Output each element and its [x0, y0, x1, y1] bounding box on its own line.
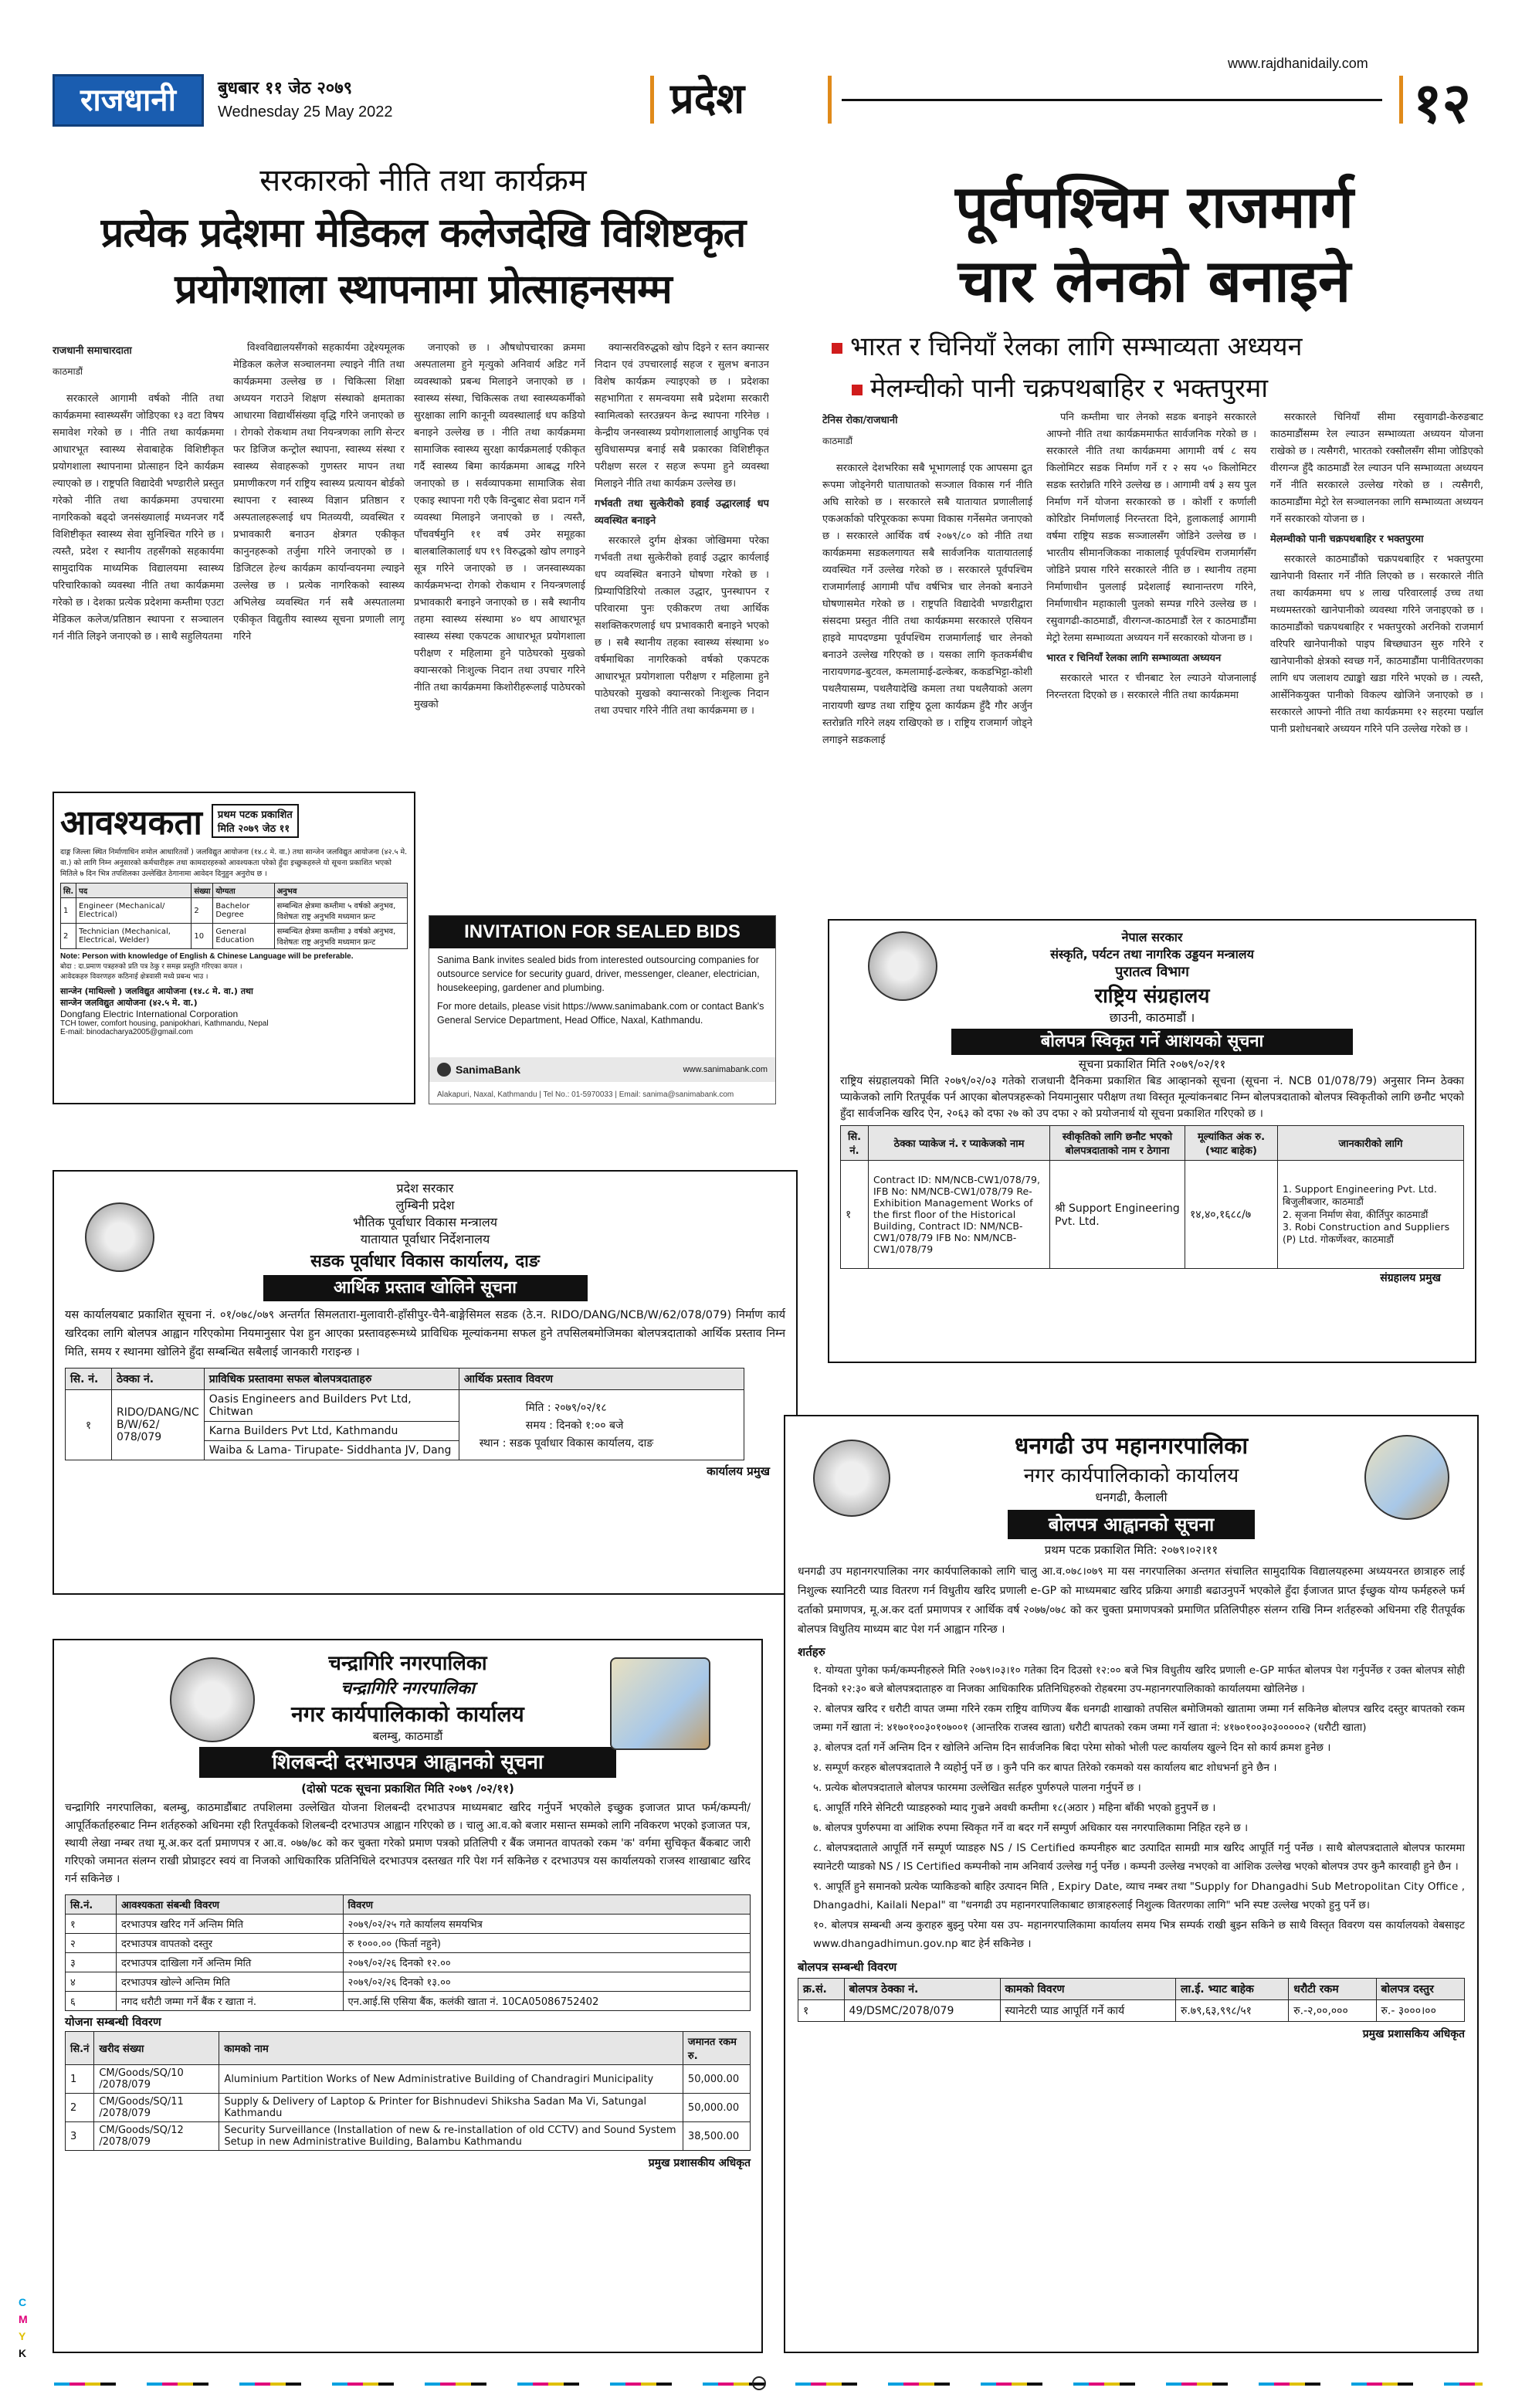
- dhangadhi-intro: धनगढी उप महानगरपालिका नगर कार्यपालिकाको लागि चालु आ.व.०७८।०७९ मा यस नगरपालिका अन्तगत संचालित सामुदायिक विद्यालयहरुमा अध्ययनरत छात्राहरु लाई निशुल्क स्यानिटरी प्याड वितरण गर्न विधुतीय खरिद प्रणाली e-GP को माध्यमबाट खरिद प्रक्रिया अगाडी बढाउनुपर्ने भएकोले हुँदा ईजाजत प्राप्त ईच्छुक योग्य फर्महरुले फर्म दर्ताको प्रमाणपत्र, मू.अ.कर दर्ता प्रमाणपत्र र आर्थिक वर्ष २०७७/०७८ को कर चुक्ता प्रमाणपत्रको प्रमाणित प्रतिलिपीहरु संलग्न राखि निम्न शर्तहरुको अधिनमा रहि रीतपूर्वक बोलपत्र विधुतिय माध्यम बाट पेश गर्न आह्वान गरिन्छ ।: [798, 1565, 1465, 1636]
- condition-item: १०. बोलपत्र सम्बन्धी अन्य कुराहरु बुझ्नु परेमा यस उप- महानगरपालिकामा कार्यालय समय भित्र सम्पर्क राखी बुझ्न सकिने छ साथै विस्तृत विवरण यस कार्यालयको वेबसाइट www.dhangadhimun.gov.np बाट हेर्न सकिनेछ ।: [813, 1919, 1465, 1950]
- table-cell: CM/Goods/SQ/10 /2078/079: [94, 2065, 219, 2094]
- table-cell: रु.७९,६३,९९८/५१: [1175, 2000, 1288, 2022]
- ad-chandragiri: [53, 1639, 763, 2353]
- cmyk-c: C: [19, 2296, 27, 2308]
- page-number: १२: [1413, 70, 1471, 135]
- table-header-cell: सि.: [61, 883, 76, 898]
- article2-bullet-1: [832, 327, 1486, 363]
- ad-museum: [828, 919, 1476, 1363]
- dhangadhi-table-title: बोलपत्र सम्बन्धी विवरण: [798, 1960, 897, 1974]
- museum-line-2: संस्कृति, पर्यटन तथा नागरिक उड्डयन मन्त्रालय: [1050, 947, 1254, 962]
- table-row: [66, 1915, 751, 1934]
- table-cell: 3: [66, 2122, 94, 2151]
- sanima-footer: Alakapuri, Naxal, Kathmandu | Tel No.: 01-5970033 | Email: sanima@sanimabank.com: [437, 1090, 734, 1099]
- ad-table: [60, 883, 408, 949]
- table-row: [66, 1992, 751, 2011]
- cmyk-marks: [19, 2294, 34, 2362]
- table-header-cell: कामको विवरण: [1000, 1979, 1175, 2000]
- cell: Contract ID: NM/NCB-CW1/078/79, IFB No: NM/NCB-CW1/078/79 Re-Exhibition Management Works of the first floor of the Historical Building, Contract ID: NM/NCB-CW1/078/79 IFB No: NM/NCB-CW1/078/79: [869, 1161, 1050, 1269]
- table-header-cell: आर्थिक प्रस्ताव विवरण: [459, 1368, 744, 1390]
- article-column-4: [595, 340, 769, 803]
- table-header-cell: जमानत रकम रु.: [683, 2032, 750, 2065]
- table-row: [66, 1972, 751, 1992]
- condition-item: १. योग्यता पुगेका फर्म/कम्पनीहरुले मिति २०७९।०३।१० गतेका दिन दिउसो १२:०० बजे भित्र विधुतीय खरिद प्रणाली e-GP मार्फत बोलपत्र पेश गर्नुपर्नेछ र उक्त बोलपत्र सोही दिनको १२:३० बजे बोलपत्रदाताहरु वा निजका आधिकारिक प्रतिनिधिहरुको रोहबरमा उप-महानगरपालिकाको कार्यालयमा खोलिनेछ ।: [813, 1664, 1465, 1695]
- table-row: [66, 1934, 751, 1953]
- article2-headline-2: चार लेनको बनाइने: [958, 246, 1351, 315]
- condition-item: ३. बोलपत्र दर्ता गर्ने अन्तिम दिन र खोलिने अन्तिम दिन सार्वजनिक बिदा परेमा सोको भोली पल्ट कार्यालय खुल्ने दिन सो कार्य क्रमश हुनेछ ।: [813, 1742, 1331, 1754]
- chandragiri-body: चन्द्रागिरि नगरपालिका, बलम्बु, काठमाडौंबाट तपशिलमा उल्लेखित योजना शिलबन्दी दरभाउपत्र माध्यमबाट खरिद गर्नुपर्ने भएकोले इच्छुक इजाजत प्राप्त फर्म/कम्पनी/आपूर्तिकर्ताहरुबाट निम्न शर्तहरुको अधिनमा रही रितपूर्वकको शिलबन्दी दरभाउपत्र आह्वान गरिएको छ । चालु आ.व.को बजार मसान्त सम्मको लागि नविकरण भएको इजाजत पत्र, स्थायी लेखा नम्बर तथा मू.अ.कर दर्ता प्रमाणपत्र र आ.व. ०७७/७८ को कर चुक्ता गरेको प्रमाण पत्रको प्रतिलिपी र बैंक जमानत वापतको रकम 'क' वर्गमा सुचिकृत बैंकबाट जारी गरिएको जमानत संलग्न राखी प्रोप्राइटर स्वयं वा निजको आधिकारिक प्रतिनिधिले दरभाउपत्र दस्तखत गरि पेश गर्न सकिनेछ र दरभाउपत्र यस कार्यालयको राजस्व शाखाबाट खरिद गर्न सकिनेछ ।: [65, 1802, 751, 1885]
- cmyk-k: K: [19, 2347, 27, 2359]
- table-cell: रु.-२,००,०००: [1289, 2000, 1376, 2022]
- condition-item: ६. आपूर्ति गरिने सेनिटरी प्याडहरुको म्याद गुज्रने अवधी कम्तीमा १८(अठार ) महिना बाँकी भएको हुनुपर्ने छ ।: [813, 1802, 1216, 1814]
- detail-line: मिति : २०७९/०२/१८: [525, 1401, 607, 1414]
- table-cell: CM/Goods/SQ/11 /2078/079: [94, 2094, 219, 2122]
- table-header-cell: बोलपत्र दस्तुर: [1376, 1979, 1464, 2000]
- cell: श्री Support Engineering Pvt. Ltd.: [1050, 1161, 1185, 1269]
- sanima-more: For more details, please visit https://www.sanimabank.com or contact Bank's General Service Department, Head Office, Naxal, Kathmandu.: [437, 1001, 764, 1026]
- table-header-cell: बोलपत्र ठेक्का नं.: [844, 1979, 1000, 2000]
- table-cell: दरभाउपत्र दाखिला गर्ने अन्तिम मिति: [116, 1953, 343, 1972]
- table-header-cell: क्र.सं.: [798, 1979, 845, 2000]
- table-cell: २०७९/०२/२६ दिनको १२.००: [343, 1953, 751, 1972]
- ad-company: Dongfang Electric International Corporation: [60, 1009, 239, 1019]
- table-row: [66, 2065, 751, 2094]
- sanima-logo-icon: [437, 1063, 451, 1077]
- registration-mark-icon: [752, 2376, 766, 2390]
- bidder-line: Oasis Engineers and Builders Pvt Ltd, Chitwan: [205, 1390, 459, 1422]
- masthead: [0, 0, 1532, 139]
- article-column-2: [233, 340, 405, 803]
- table-row: [66, 2094, 751, 2122]
- museum-line-3: पुरातत्व विभाग: [1115, 964, 1189, 980]
- table-header-cell: संख्या: [192, 883, 213, 898]
- dhangadhi-table: [798, 1978, 1465, 2022]
- chandragiri-line-1b: चन्द्रागिरि नगरपालिका: [341, 1679, 475, 1698]
- article2-column-2: [1046, 409, 1256, 904]
- condition-item: ९. आपूर्ति हुने समानको प्रत्येक प्याकिङको बाहिर उत्पादन मिति , Expiry Date, व्याच नम्बर तथा "Supply for Dhangadhi Sub Metropolitan City Office , Dhangadhi, Kailali Nepal" वा "धनगढी उप महानगरपालिकाबाट छात्राहरुलाई निशुल्क वितरणका लागि" भनि स्पष्ट उल्लेख भएको हुनु पर्ने छ।: [813, 1881, 1465, 1911]
- masthead-date-en: Wednesday 25 May 2022: [218, 103, 393, 120]
- table-cell: 49/DSMC/2078/079: [844, 2000, 1000, 2022]
- condition-item: ४. सम्पूर्ण करहरु बोलपत्रदाताले नै व्यहोर्नु पर्ने छ । कुनै पनि कर बापत तिरेको रकमको यस कार्यालय बाट शोधभर्ना हुने छैन ।: [813, 1762, 1277, 1774]
- ad-contact-1: सान्जेन (माथिल्लो ) जलविद्युत आयोजना (१४.८ मे. वा.) तथा: [60, 986, 253, 996]
- table-header-cell: जानकारीको लागि: [1278, 1126, 1464, 1161]
- chandragiri-table-2-title: योजना सम्बन्धी विवरण: [65, 2015, 161, 2029]
- museum-table: [840, 1125, 1464, 1269]
- table-cell: 2: [66, 2094, 94, 2122]
- ad-tag: [212, 804, 299, 838]
- tag-line: प्रथम पटक प्रकाशित: [217, 809, 293, 821]
- ad-aawasyakata: [53, 792, 415, 1104]
- table-cell: 50,000.00: [683, 2094, 750, 2122]
- table-cell: Aluminium Partition Works of New Administrative Building of Chandragiri Municipality: [219, 2065, 683, 2094]
- table-cell: ४: [66, 1972, 117, 1992]
- byline-place: काठमाडौं: [53, 366, 83, 377]
- table-cell: दरभाउपत्र खरिद गर्ने अन्तिम मिति: [116, 1915, 343, 1934]
- dang-notice-bar: आर्थिक प्रस्ताव खोलिने सूचना: [263, 1275, 588, 1301]
- table-cell: 1: [61, 898, 76, 924]
- table-cell: 10: [192, 924, 213, 949]
- info-line: 3. Robi Construction and Suppliers (P) Ltd. गोकर्णेश्वर, काठमाडौं: [1283, 1221, 1450, 1245]
- ad-note: Note: Person with knowledge of English & Chinese Language will be preferable.: [60, 952, 354, 961]
- museum-notice-bar: बोलपत्र स्विकृत गर्ने आशयको सूचना: [951, 1029, 1353, 1055]
- tag-line: मिति २०७९ जेठ ११: [217, 823, 290, 835]
- byline: राजधानी समाचारदाता: [53, 345, 132, 357]
- condition-item: ८. बोलपत्रदाताले आपूर्ति गर्ने सम्पूर्ण प्याडहरु NS / IS Certified कम्पनीहरु बाट उत्पादित सामग्री मात्र खरिद आपूर्ति गर्नु पर्नेछ । साथै बोलपत्रदाताले बोलपत्र फारममा स्यानेटरी प्याडको NS / IS Certified कम्पनीको नाम अनिवार्य उल्लेख गर्नु पर्नेछ । कम्पनी उल्लेख नभएको वा आंशिक उल्लेख भएको बोलपत्र उपर कुनै कारवाही हुने छैन ।: [813, 1842, 1465, 1873]
- cell: RIDO/DANG/NC B/W/62/ 078/079: [112, 1390, 205, 1460]
- column-text: सरकारले काठमाडौंको चक्रपथबाहिर र भक्तपुरमा खानेपानी विस्तार गर्ने नीति लिएको छ । सरकारले नीति तथा कार्यक्रममा धप ४ लाख परिवारलाई उच्च तथा मध्यमस्तरको खानेपानीको व्यवस्था गरिने जनाइएको छ । काठमाडौंको चक्रपथबाहिर र भक्तपुरको अरनिको राजमार्ग वरिपरि खानेपानीको पाइप बिच्छ्याउन सुरु गरिने र खानेपानीको क्षेत्रको स्वच्छ गर्ने, काठमाडौंमा पानीवितरणका लागि धप जलाशय ट्याङ्को खडा गरिने भएको छ । त्यस्तै, आर्सेनिकयुक्त पानीको विकल्प खोजिने जनाएको छ । सरकारले आफ्नो नीति तथा कार्यक्रममा १२ सहरमा पर्खाल पानी प्रशोधनबारे अध्ययन गरिने पनि उल्लेख गरेको छ ।: [1270, 554, 1483, 735]
- masthead-logo: [53, 74, 204, 127]
- column-text: सरकारले चिनियाँ सीमा रसुवागढी-केरुङबाट काठमाडौंसम्म रेल ल्याउन सम्भाव्यता अध्ययन योजना राखेको छ । त्यसैगरी, भारतको रक्सौलसँग सीमा जोडिएको वीरगन्ज हुँदै काठमाडौं रेल ल्याउन पनि सम्भाव्यता अध्ययन गर्ने नीति सरकारले उल्लेख गरेको छ । त्यसैगरी, काठमाडौंमा मेट्रो रेल सञ्चालनका लागि सम्भाव्यता अध्ययन गर्ने सरकारको योजना छ ।: [1270, 412, 1483, 525]
- table-header-cell: सि. नं.: [66, 1368, 112, 1390]
- masthead-url[interactable]: www.rajdhanidaily.com: [1228, 56, 1368, 71]
- condition-list: [798, 1661, 1465, 1953]
- table-row: [61, 898, 408, 924]
- table-cell: सम्बन्धित क्षेत्रमा कम्तीमा ५ वर्षको अनुभव, विशेषतः राष्ट्र अनुभवि मध्यमान फ्रन्ट: [274, 898, 407, 924]
- cell: १: [66, 1390, 112, 1460]
- column-text: सरकारले दुर्गम क्षेत्रका जोखिममा परेका गर्भवती तथा सुत्केरीको हवाई उद्धार कार्यलाई धप व्यवस्थित बनाउने घोषणा गरेको छ । प्रिम्यापिडिरियो तत्काल उद्धार, पुनस्थापन र परिवारमा पुनः एकीकरण तथा आर्थिक सशक्तिकरणलाई धप प्रभावकारी बनाइने भएको छ । सबै स्थानीय तहका स्वास्थ्य संस्थामा ४० वर्षमाथिका नागरिकको वर्षको एकपटक आधारभूत प्रयोगशाला परीक्षण र महिलामा हुने पाठेघरको मुखको क्यान्सरको निःशुल्क निदान तथा उपचार गरिने नीति तथा कार्यक्रममा छ ।: [595, 535, 769, 717]
- table-cell: रु.- ३०००।००: [1376, 2000, 1464, 2022]
- table-cell: Bachelor Degree: [213, 898, 274, 924]
- table-header-cell: विवरण: [343, 1895, 751, 1915]
- table-cell: Security Surveillance (Installation of new & re-installation of old CCTV) and Sound System Setup in new Administrative Building, Balambu Kathmandu: [219, 2122, 683, 2151]
- table-row: [66, 2122, 751, 2151]
- govt-emblem-icon: [170, 1657, 255, 1742]
- table-cell: ३: [66, 1953, 117, 1972]
- ad-title: आवश्यकता: [60, 803, 202, 843]
- museum-pub-date: सूचना प्रकाशित मिति २०७९/०२/११: [1078, 1057, 1226, 1071]
- table-cell: २०७९/०२/२६ दिनको १३.००: [343, 1972, 751, 1992]
- bidder-line: Waiba & Lama- Tirupate- Siddhanta JV, Dang: [208, 1444, 452, 1457]
- byline: टेनिस रोका/राजधानी: [822, 415, 898, 426]
- dang-table: [65, 1368, 744, 1460]
- dang-line-3: भौतिक पूर्वाधार विकास मन्त्रालय: [352, 1215, 498, 1229]
- table-header-cell: सि.नं.: [66, 1895, 117, 1915]
- table-cell: दरभाउपत्र वापतको दस्तुर: [116, 1934, 343, 1953]
- table-header-cell: प्राविधिक प्रस्तावमा सफल बोलपत्रदाताहरु: [204, 1368, 459, 1390]
- dang-line-1: प्रदेश सरकार: [396, 1181, 454, 1196]
- table-cell: स्यानेटरी प्याड आपूर्ति गर्ने कार्य: [1000, 2000, 1175, 2022]
- subhead: भारत र चिनियाँ रेलका लागि सम्भाव्यता अध्ययन: [1046, 653, 1222, 664]
- dang-line-4: यातायात पूर्वाधार निर्देशनालय: [360, 1232, 490, 1246]
- cmyk-m: M: [19, 2313, 28, 2325]
- masthead-rule: [842, 99, 1382, 101]
- govt-emblem-icon: [813, 1440, 890, 1517]
- table-row: [61, 924, 408, 949]
- subhead: गर्भवती तथा सुत्केरीको हवाई उद्धारलाई धप व्यवस्थित बनाइने: [595, 498, 769, 527]
- dhangadhi-line-3: धनगढी, कैलाली: [1095, 1490, 1168, 1504]
- table-row: [66, 1953, 751, 1972]
- govt-emblem-icon: [868, 931, 937, 1001]
- article2-headline-1: पूर्वपश्चिम राजमार्ग: [955, 172, 1354, 241]
- masthead-name: राजधानी: [80, 83, 176, 118]
- chandragiri-pub: (दोस्रो पटक सूचना प्रकाशित मिति २०७९ /०२/११): [301, 1782, 514, 1796]
- article2-column-3: [1270, 409, 1483, 904]
- table-cell: General Education: [213, 924, 274, 949]
- dang-sign: कार्यालय प्रमुख: [707, 1464, 770, 1478]
- article-headline-2: प्रयोगशाला स्थापनामा प्रोत्साहनसम्म: [175, 266, 672, 313]
- ad-sanima: [429, 915, 776, 1104]
- municipality-logo-icon: [1364, 1435, 1449, 1520]
- chandragiri-line-1: चन्द्रागिरि नगरपालिका: [328, 1652, 487, 1675]
- chandragiri-line-3: बलम्बु, काठमाडौं: [372, 1729, 443, 1743]
- bullet-text: भारत र चिनियाँ रेलका लागि सम्भाव्यता अध्ययन: [850, 331, 1303, 362]
- sanima-site[interactable]: www.sanimabank.com: [683, 1065, 768, 1074]
- museum-body: राष्ट्रिय संग्रहालयको मिति २०७९/०२/०३ गतेको राजधानी दैनिकमा प्रकाशित बिड आव्हानको सूचना (सूचना नं. NCB 01/078/79) अनुसार निम्न ठेक्का प्याकेजको लागि रितपूर्वक पर्न आएका बोलपत्रहरूको नियमानुसार परीक्षण तथा विस्तृत मूल्यांकनबाट निम्न बोलपत्रदाताको बोलपत्र स्विकृतीको लागि छनौट भएको हुँदा सार्वजनिक खरिद ऐन, २०६३ को दफा २७ को उप दफा २ को प्रयोजनार्थ यो सूचना प्रकाशित गरिएको छ ।: [840, 1075, 1464, 1120]
- table-cell: 50,000.00: [683, 2065, 750, 2094]
- column-text: क्यान्सरविरुद्धको खोप दिइने र स्तन क्यान्सर निदान एवं उपचारलाई सहज र सुलभ बनाउन विशेष कार्यक्रम ल्याइएको छ । प्रदेशका सहभागिता र समन्वयमा सबै प्रदेशमा सरकारी स्वामित्वको स्तरउन्नयन केन्द्र स्थापना गरिनेछ । केन्द्रीय जनस्वास्थ्य प्रयोगशालालाई आधुनिक एवं सुविधासम्पन्न बनाई सबै प्रकारका विशिष्टीकृत परीक्षण सरल र सहज रूपमा हुने व्यवस्था मिलाइने नीति तथा कार्यक्रम उल्लेख छ।: [595, 342, 769, 490]
- registration-bar: [54, 2383, 1483, 2386]
- table-header-cell: पद: [76, 883, 192, 898]
- ad-contact-2: सान्जेन जलविद्युत आयोजना (४२.५ मे. वा.): [60, 998, 198, 1008]
- bullet-icon: [852, 385, 863, 395]
- detail-line: स्थान : सडक पूर्वाधार विकास कार्यालय, दाङ: [479, 1436, 654, 1450]
- info-line: 1. Support Engineering Pvt. Ltd. बिजुलीबजार, काठमाडौं: [1283, 1183, 1437, 1207]
- ad-address: TCH tower, comfort housing, panipokhari, Kathmandu, Nepal: [60, 1019, 269, 1028]
- article-medical: [53, 154, 794, 799]
- table-header-cell: सि.नं: [66, 2032, 94, 2065]
- museum-sign: संग्रहालय प्रमुख: [1380, 1272, 1441, 1284]
- condition-item: ७. बोलपत्र पुर्णरुपमा वा आंशिक रुपमा स्विकृत गर्ने वा बदर गर्ने सम्पुर्ण अधिकार यस नगरपालिकामा निहित रहने छ ।: [813, 1822, 1249, 1834]
- table-cell: 2: [61, 924, 76, 949]
- table-cell: १: [798, 2000, 845, 2022]
- table-cell: एन.आई.सि एसिया बैंक, कलंकी खाता नं. 10CA05086752402: [343, 1992, 751, 2011]
- cell: १४,४०,१६८८/७: [1185, 1161, 1278, 1269]
- article-headline-1: प्रत्येक प्रदेशमा मेडिकल कलेजदेखि विशिष्टकृत: [100, 210, 746, 256]
- table-cell: Supply & Delivery of Laptop & Printer for Bishnudevi Shiksha Sadan Ma Vi, Satungal Kathmandu: [219, 2094, 683, 2122]
- table-header-cell: ठेक्का नं.: [112, 1368, 205, 1390]
- ad-dang: [53, 1170, 798, 1595]
- masthead-divider: [650, 76, 654, 124]
- table-cell: २०७९/०२/२५ गते कार्यालय समयभित्र: [343, 1915, 751, 1934]
- table-cell: CM/Goods/SQ/12 /2078/079: [94, 2122, 219, 2151]
- info-line: 2. सृजना निर्माण सेवा, कीर्तिपुर काठमाडौं: [1283, 1209, 1429, 1220]
- article-column-1: [53, 340, 224, 803]
- table-header-cell: सि. नं.: [841, 1126, 869, 1161]
- byline-place: काठमाडौं: [822, 436, 853, 446]
- dhangadhi-line-2: नगर कार्यपालिकाको कार्यालय: [1023, 1464, 1239, 1487]
- dang-line-2: लुम्बिनी प्रदेश: [395, 1198, 455, 1212]
- museum-line-4: राष्ट्रिय संग्रहालय: [1094, 985, 1210, 1008]
- table-header-cell: स्वीकृतिको लागि छनौट भएको बोलपत्रदाताको नाम र ठेगाना: [1050, 1126, 1185, 1161]
- article2-bullet-2: [852, 369, 1486, 405]
- cell: [204, 1390, 459, 1460]
- sanima-title-bar: INVITATION FOR SEALED BIDS: [429, 916, 775, 948]
- table-header-cell: ला.ई. भ्याट बाहेक: [1175, 1979, 1288, 2000]
- column-text: सरकारले भारत र चीनबाट रेल ल्याउने योजनालाई निरन्तरता दिएको छ । सरकारले नीति तथा कार्यक्रममा: [1046, 673, 1256, 701]
- column-text: पनि कम्तीमा चार लेनको सडक बनाइने सरकारले आफ्नो नीति तथा कार्यक्रममार्फत सार्वजनिक गरेको छ । सरकारले नीति तथा कार्यक्रममा आगामी वर्ष ८ सय किलोमिटर सडक निर्माण गर्ने र २ सय ५० किलोमिटर सडक स्तरोन्नति गरिने उल्लेख छ । आगामी वर्ष ३ सय पुल निर्माण गर्ने योजना सरकारको छ । कोर्शी र कर्णाली कोरिडोर निर्माणलाई निरन्तरता दिने, हुलाकलाई आगामी वर्षमा राष्ट्रिय सडक सञ्जालसँग जोडिने उल्लेख छ । भारतीय सीमानजिकका नाकालाई पूर्वपश्चिम राजमार्गसँग जोडिने प्रयास गरिने सरकारले नीति छ । स्थानीय तहमा निर्माणाधीन पुललाई प्रदेशलाई स्थानान्तरण गरिने, निर्माणाधीन महाकाली पुलको सम्पन्न गरिने उल्लेख छ । रसुवागढी-काठमाडौं, वीरगन्ज-काठमाडौं रेल र काठमाडौंमा मेट्रो रेलमा सम्भाव्यता अध्ययन गर्ने सरकारको योजना छ ।: [1046, 412, 1256, 644]
- masthead-divider-2: [828, 76, 832, 124]
- dhangadhi-pub: प्रथम पटक प्रकाशित मिति: २०७९।०२।११: [1044, 1543, 1218, 1557]
- column-text: विश्वविद्यालयसँगको सहकार्यमा उद्देश्यमूलक मेडिकल कलेज सञ्चालनमा ल्याइने नीति तथा कार्यक्रममा उल्लेख छ । चिकित्सा शिक्षा अध्ययन गराउने शिक्षण संस्थाको क्षमताका आधारमा विद्यार्थीसंख्या वृद्धि गरिने जनाएको छ । रोगको रोकथाम तथा नियन्त्रणका लागि सेन्टर फर डिजिज कन्ट्रोल स्थापना, स्वास्थ्य संस्था र स्वास्थ्य सेवाहरूको गुणस्तर मापन तथा प्रमाणीकरण गर्न राष्ट्रिय स्वास्थ्य प्रत्यायन बोर्डको स्थापना र स्वास्थ्य विज्ञान प्रतिष्ठान र अस्पतालहरूलाई धप मितव्ययी, व्यवस्थित र प्रभावकारी बनाउन क्षेत्रगत एकीकृत कानुनहरूको तर्जुमा गरिने जनाएको छ । डिजिटल हेल्थ कार्यक्रम कार्यान्वयनमा ल्याइने उल्लेख छ । प्रत्येक नागरिकको स्वास्थ्य अभिलेख व्यवस्थित गर्न सबै अस्पतालमा एकीकृत विद्युतीय स्वास्थ्य सूचना प्रणाली लागू गरिने: [233, 342, 405, 643]
- subhead: मेलम्चीको पानी चक्रपथबाहिर र भक्तपुरमा: [1270, 534, 1424, 545]
- column-text: जनाएको छ । औषधोपचारका क्रममा अस्पतालमा हुने मृत्युको अनिवार्य अडिट गर्ने व्यवस्थाको प्रबन्ध मिलाइने जनाएको छ । स्वास्थ्य संस्था, चिकित्सक तथा स्वास्थ्यकर्मीको सुरक्षाका लागि कानूनी व्यवस्थालाई धप कडियो बनाइने उल्लेख छ । नीति तथा कार्यक्रममा सामाजिक स्वास्थ्य सुरक्षा कार्यक्रमलाई एकीकृत गर्दै स्वास्थ्य बिमा कार्यक्रममा आबद्ध गरिने जनाएको छ । सर्वव्यापकमा सामाजिक सेवा एकाइ स्थापना गरी एकै विन्दुबाट सेवा प्रदान गर्ने व्यवस्था मिलाइने जनाएको छ । त्यस्तै, पाँचवर्षमुनि ११ वर्ष उमेर समूहका बालबालिकालाई धप १९ विरुद्धको खोप लगाइने सूत्र गरिने जनाएको छ । जनस्वास्थ्यका कार्यक्रमभन्दा रोगको रोकथाम र नियन्त्रणलाई प्रभावकारी बनाइने जनाएको छ । सबै स्थानीय तहमा स्वास्थ्य संस्थामा ४० थप आधारभूत स्वास्थ्य संस्था एकपटक आधारभूत प्रयोगशाला परीक्षण र महिलामा हुने पाठेघरको मुखको क्यान्सरको निःशुल्क निदान तथा उपचार गरिने नीति तथा कार्यक्रममा किशोरीहरूलाई पाठेघरको मुखको: [414, 342, 585, 711]
- chandragiri-notice-bar: शिलबन्दी दरभाउपत्र आह्वानको सूचना: [199, 1747, 616, 1778]
- masthead-section: प्रदेश: [670, 74, 745, 123]
- ad-dhangadhi: [784, 1415, 1479, 2353]
- dhangadhi-notice-bar: बोलपत्र आह्वानको सूचना: [1008, 1510, 1255, 1539]
- museum-line-1: नेपाल सरकार: [1121, 930, 1183, 945]
- table-cell: 2: [192, 898, 213, 924]
- museum-line-5: छाउनी, काठमाडौं ।: [1109, 1010, 1195, 1025]
- table-cell: नगद धरौटी जम्मा गर्ने बैंक र खाता नं.: [116, 1992, 343, 2011]
- dang-line-5: सडक पूर्वाधार विकास कार्यालय, दाङ: [310, 1252, 540, 1271]
- column-text: सरकारले देशभरिका सबै भूभागलाई एक आपसमा द्रुत रूपमा जोड्नेगरी घाताघातको सञ्जाल विकास गर्न नीति अघि सारेको छ । सरकारले सबै यातायात प्रणालीलाई एकअर्काको परिपूरकका रूपमा विकास गर्नेसमेत जनाएको छ । सरकारले आर्थिक वर्ष २०७९/८० को नीति तथा कार्यक्रममा सडकलगायत सबै सार्वजनिक यातायातलाई व्यवस्थित गर्ने उल्लेख गरेको छ । सरकारले पूर्वपश्चिम राजमार्गलाई आगामी पाँच वर्षभित्र चार लेनको बनाउने घोषणासमेत गरेको छ । राष्ट्रपति विद्यादेवी भण्डारीद्वारा संसदमा प्रस्तुत नीति तथा कार्यक्रममा सरकारले एसियन हाइवे मापदण्डमा पूर्वपश्चिम राजमार्गलाई चार लेनको बनाउने उल्लेख गरिएको छ । यसका लागि कृतकर्मबीच नारायणगढ-बुटवल, कमलामाई-ढल्केबर, ककडभिट्टा-कोशी पथलैयासम्म, पथलैयादेखि कमला तथा पथलैयाको अलग नारायणी खण्ड तथा राष्ट्रिय ठूला कार्यक्रम हुँदै गौर अर्जुन स्तरोन्नति गरिने लक्ष्य राखिएको छ । राष्ट्रिय राजमार्ग जोड्ने लगाइने सडकलाई: [822, 463, 1032, 746]
- dang-body: यस कार्यालयबाट प्रकाशित सूचना नं. ०१/०७८/०७९ अन्तर्गत सिमलतारा-मुलावारी-हाँसीपुर-चैनै-बाङ्गेसिमल सडक (ठे.न. RIDO/DANG/NCB/W/62/078/079) निर्माण कार्य खरिदका लागि बोलपत्र आह्वान गरिएकोमा नियमानुसार पेश हुन आएका प्रस्तावहरूमध्ये प्राविधिक मूल्यांकनमा सफल हुने तपसिलबमोजिमका बोलपत्रदाताको आर्थिक प्रस्ताव निम्न मिति, समय र स्थानमा खोलिने हुँदा सम्बन्धित सबैलाई जानकारी गराइन्छ ।: [65, 1309, 785, 1358]
- sanima-brand-bar: [429, 1057, 775, 1082]
- table-header-cell: आवश्यकता संबन्धी विवरण: [116, 1895, 343, 1915]
- article-column-3: [414, 340, 585, 803]
- detail-line: समय : दिनको १:०० बजे: [525, 1419, 624, 1432]
- ad-note-3: आवेदकहरु विवरणहरु कठिनाई क्षेत्रवासी मध्ये प्रबन्ध भाउ ।: [60, 973, 208, 981]
- govt-emblem-icon: [85, 1202, 154, 1272]
- condition-item: २. बोलपत्र खरिद र धरौटी वापत जम्मा गरिने रकम राष्ट्रिय वाणिज्य बैंक धनगढी शाखाको तपसिल बमोजिमको खातामा जम्मा गर्न सकिनेछ बोलपत्र खरिद दस्तुर बापतको रकम जम्मा गर्ने खाता नं: ४१७०१००३०१०७००१ (आन्तरिक राजस्व खाता) धरौटी बापतको रकम जम्मा गर्ने खाता नं: ४१७०१००३०३०००००२ (धरौटी खाता): [813, 1703, 1465, 1734]
- table-header-cell: मूल्यांकित अंक रु. (भ्याट बाहेक): [1185, 1126, 1278, 1161]
- article-kicker: सरकारको नीति तथा कार्यक्रम: [259, 163, 587, 198]
- table-header-cell: योग्यता: [213, 883, 274, 898]
- table-header-cell: धरौटी रकम: [1289, 1979, 1376, 2000]
- dhangadhi-sign: प्रमुख प्रशासकिय अधिकृत: [1362, 2028, 1465, 2040]
- article2-column-1: [822, 409, 1032, 904]
- table-cell: 1: [66, 2065, 94, 2094]
- column-text: सरकारले आगामी वर्षको नीति तथा कार्यक्रममा स्वास्थ्यसँग जोडिएका १३ वटा विषय समावेश गरेको छ । नीति तथा कार्यक्रममा आधारभूत स्वास्थ्य सेवाबाहेक विशिष्टीकृत प्रयोगशाला स्थापनामा प्रोत्साहन दिने कार्यक्रम ल्याएको छ । राष्ट्रपति विद्यादेवी भण्डारीले प्रस्तुत गरेको नीति तथा कार्यक्रममा उपचारमा नागरिकको बढ्दो जनसंख्यालाई मध्यनजर गर्दै विशिष्टीकृत स्वास्थ्य सेवा सुनिश्चित गरिने छ । त्यस्तै, प्रदेश र स्थानीय तहसँगको सहकार्यमा सामुदायिक माध्यमिक विद्यालयमा स्वास्थ्य परिचारिकाको व्यवस्था नीति तथा कार्यक्रममा गरेको छ । देशका प्रत्येक प्रदेशमा कम्तीमा एउटा मेडिकल कलेज/प्रतिष्ठान स्थापना र सञ्चालन गर्न नीति लिइने जनाएको छ । साथै सहुलियतमा: [53, 393, 224, 643]
- article-highway: [822, 154, 1486, 904]
- condition-item: ५. प्रत्येक बोलपत्रदाताले बोलपत्र फारममा उल्लेखित सर्तहरु पुर्णरुपले पालना गर्नुपर्ने छ ।: [813, 1782, 1141, 1794]
- chandragiri-line-2: नगर कार्यपालिकाको कार्यालय: [291, 1701, 524, 1727]
- table-cell: ६: [66, 1992, 117, 2011]
- table-cell: १: [66, 1915, 117, 1934]
- sanima-brand: SanimaBank: [456, 1063, 521, 1076]
- dhangadhi-cond-title: शर्तहरु: [798, 1645, 825, 1659]
- sanima-body: Sanima Bank invites sealed bids from interested outsourcing companies for outsource service for security guard, driver, messenger, cleaner, electrician, housekeeping, gardener and plumbing.: [437, 955, 760, 993]
- chandragiri-table-1: [65, 1894, 751, 2011]
- cell: [1278, 1161, 1464, 1269]
- table-cell: २: [66, 1934, 117, 1953]
- table-header-cell: अनुभव: [274, 883, 407, 898]
- cmyk-y: Y: [19, 2330, 26, 2342]
- table-header-cell: खरीद संख्या: [94, 2032, 219, 2065]
- municipality-logo-icon: [610, 1657, 710, 1750]
- ad-email[interactable]: E-mail: binodacharya2005@gmail.com: [60, 1028, 193, 1036]
- bullet-icon: [832, 343, 842, 354]
- ad-intro: दाङ्ग जिल्ला स्थित निर्माणाधिन शमोल आधारितवों ) जलविद्युत आयोजना (१४.८ मे. वा.) तथा सान्जेन जलविद्युत आयोजना (४२.५ मे. वा.) को लागि निम्न अनुसारको कर्मचारीहरू तथा कामदारहरुको आवश्यकता परेको हुँदा इच्छुकहरुले यो सूचना प्रकाशित भएको मितिले ७ दिन भित्र तपशिलका उल्लेखित ठेगानामा आवेदन दिनुहुन अनुरोध छ ।: [60, 848, 408, 878]
- table-cell: Engineer (Mechanical/ Electrical): [76, 898, 192, 924]
- dhangadhi-line-1: धनगढी उप महानगरपालिका: [1014, 1433, 1249, 1460]
- chandragiri-sign: प्रमुख प्रशासकीय अधिकृत: [648, 2157, 751, 2169]
- table-header-cell: ठेक्का प्याकेज नं. र प्याकेजको नाम: [869, 1126, 1050, 1161]
- masthead-divider-3: [1399, 76, 1403, 124]
- table-cell: रु १०००.०० (फिर्ता नहुने): [343, 1934, 751, 1953]
- masthead-date-np: बुधबार ११ जेठ २०७९: [218, 79, 353, 98]
- bidder-line: Karna Builders Pvt Ltd, Kathmandu: [205, 1422, 459, 1441]
- table-header-cell: कामको नाम: [219, 2032, 683, 2065]
- table-cell: सम्बन्धित क्षेत्रमा कम्तीमा ३ वर्षको अनुभव, विशेषतः राष्ट्र अनुभवि मध्यमान फ्रन्ट: [274, 924, 407, 949]
- table-cell: 38,500.00: [683, 2122, 750, 2151]
- table-cell: Technician (Mechanical, Electrical, Welder): [76, 924, 192, 949]
- table-cell: दरभाउपत्र खोल्ने अन्तिम मिति: [116, 1972, 343, 1992]
- cell: १: [841, 1161, 869, 1269]
- bullet-text: मेलम्चीको पानी चक्रपथबाहिर र भक्तपुरमा: [870, 373, 1269, 404]
- cell: [459, 1390, 744, 1460]
- ad-note-2: बोदा : दा.प्रमाण पत्रहरुको प्रति पत्र ठेकु र समझ प्रस्तुति गरिएका कपल ।: [60, 963, 242, 971]
- chandragiri-table-2: [65, 2031, 751, 2151]
